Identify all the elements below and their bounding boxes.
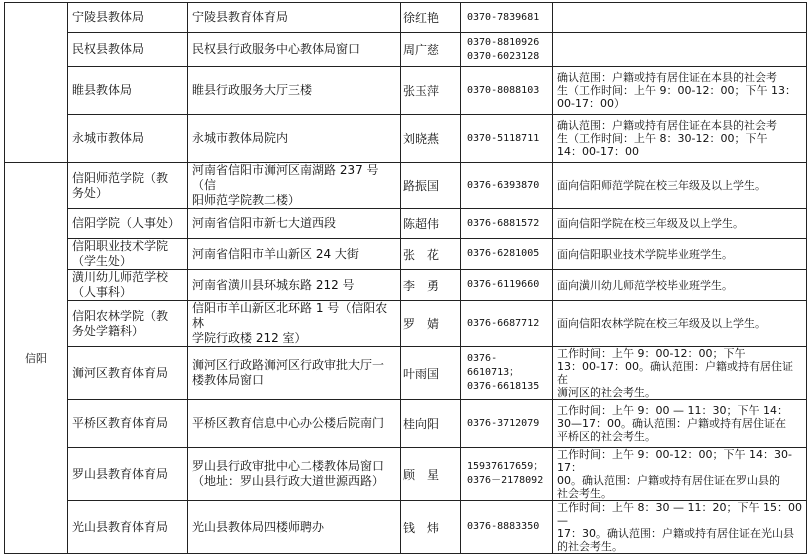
- cell-line: （地址：罗山县行政大道世源西路）: [192, 474, 385, 488]
- contact-person-cell: 李 勇: [401, 270, 461, 301]
- cell-line: 学院行政楼 212 室）: [192, 331, 307, 345]
- cell-line: 0370-6023128: [467, 50, 540, 62]
- office-name-cell: [68, 115, 188, 163]
- cell-line: 面向信阳职业技术学院毕业班学生。: [557, 247, 733, 261]
- note-cell: [553, 67, 807, 115]
- cell-line: 工作时间：上午 9：00-12：00；下午 14：30-17：: [557, 448, 792, 474]
- region-cell: 信阳: [5, 163, 68, 554]
- region-cell: [5, 3, 68, 163]
- contact-person-cell: 陈超伟: [401, 209, 461, 239]
- phone-cell: [461, 501, 553, 554]
- contact-person-cell: 周广慈: [401, 33, 461, 67]
- contact-person-cell: 路振国: [401, 163, 461, 209]
- note-cell: [553, 301, 807, 347]
- phone-cell: [461, 3, 553, 33]
- table-row: [5, 301, 807, 347]
- cell-line: （学生处）: [72, 254, 133, 268]
- office-name-cell: [68, 163, 188, 209]
- cell-line: 睢县教体局: [72, 83, 133, 97]
- table-row: [5, 448, 807, 501]
- phone-cell: [461, 115, 553, 163]
- address-cell: [188, 163, 401, 209]
- address-cell: [188, 3, 401, 33]
- note-cell: [553, 501, 807, 554]
- cell-line: 确认范围：户籍或持有居住证在本县的社会考: [557, 119, 777, 132]
- note-cell: [553, 239, 807, 270]
- office-name-cell: [68, 501, 188, 554]
- table-row: [5, 3, 807, 33]
- cell-line: 信阳农林学院（教: [72, 308, 169, 323]
- address-cell: [188, 209, 401, 239]
- cell-line: 平桥区教育信息中心办公楼后院南门: [192, 416, 385, 430]
- cell-line: 0370-8088103: [467, 84, 540, 96]
- office-name-cell: [68, 301, 188, 347]
- cell-line: 30—17：00。确认范围：户籍或持有居住证在: [557, 417, 786, 430]
- cell-line: 罗山县教育体育局: [72, 466, 169, 481]
- office-name-cell: [68, 400, 188, 448]
- cell-line: 浉河区行政路浉河区行政审批大厅一: [192, 358, 385, 372]
- contact-person-cell: 桂向阳: [401, 400, 461, 448]
- cell-line: 工作时间：上午 9：00 — 11：30；下午 14：: [557, 404, 788, 417]
- table-row: [5, 501, 807, 554]
- phone-cell: [461, 270, 553, 301]
- cell-line: 潢川幼儿师范学校: [72, 270, 169, 284]
- table-row: [5, 209, 807, 239]
- cell-line: 13：00-17：00。确认范围：户籍或持有居住证在: [557, 360, 793, 386]
- table-row: [5, 115, 807, 163]
- cell-line: 0376-6610713；: [467, 353, 520, 378]
- cell-line: 0370-8810926: [467, 36, 540, 48]
- cell-line: 河南省潢川县环城东路 212 号: [192, 277, 355, 292]
- cell-line: 永城市教体局院内: [192, 131, 289, 145]
- cell-line: 0376-3712079: [467, 417, 540, 429]
- cell-line: 民权县行政服务中心教体局窗口: [192, 42, 361, 56]
- address-cell: [188, 33, 401, 67]
- contact-person-cell: 钱 炜: [401, 501, 461, 554]
- cell-line: 14：00-17：00: [557, 145, 639, 158]
- note-cell: [553, 3, 807, 33]
- cell-line: 面向潢川幼儿师范学校毕业班学生。: [557, 278, 733, 292]
- cell-line: 罗山县行政审批中心二楼教体局窗口: [192, 459, 385, 473]
- address-cell: [188, 501, 401, 554]
- contact-person-cell: 徐红艳: [401, 3, 461, 33]
- cell-line: 务处学籍科）: [72, 323, 145, 338]
- cell-line: 0376-6687712: [467, 317, 540, 329]
- contact-person-cell: 张玉萍: [401, 67, 461, 115]
- table-row: [5, 33, 807, 67]
- cell-line: 面向信阳学院在校三年级及以上学生。: [557, 217, 744, 230]
- cell-line: 务处）: [72, 185, 109, 200]
- table-row: [5, 67, 807, 115]
- cell-line: 社会考生。: [557, 487, 612, 500]
- cell-line: 信阳职业技术学院: [72, 239, 169, 253]
- phone-cell: [461, 163, 553, 209]
- note-cell: [553, 347, 807, 400]
- cell-line: 面向信阳农林学院在校三年级及以上学生。: [557, 317, 766, 330]
- cell-line: 0370-5118711: [467, 132, 540, 144]
- cell-line: 00。确认范围：户籍或持有居住证在罗山县的: [557, 474, 780, 487]
- cell-line: 宁陵县教体局: [72, 10, 145, 24]
- contact-person-cell: 叶雨国: [401, 347, 461, 400]
- address-cell: [188, 448, 401, 501]
- contact-person-cell: 顾 星: [401, 448, 461, 501]
- phone-cell: [461, 400, 553, 448]
- note-cell: [553, 270, 807, 301]
- table-row: [5, 347, 807, 400]
- cell-line: 光山县教育体育局: [72, 519, 169, 534]
- cell-line: 光山县教体局四楼师聘办: [192, 519, 325, 534]
- cell-line: 阳师范学院教二楼）: [192, 193, 301, 207]
- office-name-cell: [68, 209, 188, 239]
- cell-line: 永城市教体局: [72, 131, 145, 145]
- contact-person-cell: 张 花: [401, 239, 461, 270]
- cell-line: 楼教体局窗口: [192, 373, 265, 387]
- office-name-cell: [68, 347, 188, 400]
- note-cell: [553, 163, 807, 209]
- phone-cell: [461, 209, 553, 239]
- office-name-cell: [68, 239, 188, 270]
- contact-person-cell: 罗 婧: [401, 301, 461, 347]
- note-cell: [553, 400, 807, 448]
- cell-line: 宁陵县教育体育局: [192, 10, 289, 24]
- cell-line: 0376-6393870: [467, 179, 540, 191]
- cell-line: 浉河区的社会考生。: [557, 386, 656, 399]
- table-body: [5, 3, 807, 554]
- note-cell: [553, 209, 807, 239]
- note-cell: [553, 115, 807, 163]
- table-row: [5, 270, 807, 301]
- cell-line: 睢县行政服务大厅三楼: [192, 83, 313, 97]
- office-name-cell: [68, 3, 188, 33]
- cell-line: 生（工作时间：上午 9：00-12：00；下午 13：: [557, 84, 796, 97]
- cell-line: 0370-7839681: [467, 11, 540, 23]
- cell-line: 河南省信阳市浉河区南湖路 237 号（信: [192, 163, 379, 192]
- cell-line: 河南省信阳市羊山新区 24 大街: [192, 246, 359, 261]
- note-cell: [553, 448, 807, 501]
- cell-line: 信阳学院（人事处）: [72, 216, 181, 230]
- table-row: [5, 239, 807, 270]
- cell-line: 面向信阳师范学院在校三年级及以上学生。: [557, 179, 766, 192]
- phone-cell: [461, 67, 553, 115]
- address-cell: [188, 115, 401, 163]
- cell-line: （人事科）: [72, 285, 133, 299]
- cell-line: 信阳师范学院（教: [72, 170, 169, 185]
- address-cell: [188, 400, 401, 448]
- phone-cell: [461, 448, 553, 501]
- cell-line: 0376-8883350: [467, 521, 540, 532]
- cell-line: 确认范围：户籍或持有居住证在本县的社会考: [557, 71, 777, 84]
- note-cell: [553, 33, 807, 67]
- cell-line: 河南省信阳市新七大道西段: [192, 216, 337, 230]
- cell-line: 平桥区的社会考生。: [557, 430, 656, 443]
- cell-line: 0376-6281005: [467, 248, 540, 259]
- cell-line: 民权县教体局: [72, 42, 145, 56]
- phone-cell: [461, 239, 553, 270]
- office-name-cell: [68, 67, 188, 115]
- cell-line: 15937617659；: [467, 461, 544, 472]
- cell-line: 17：30。确认范围：户籍或持有居住证在光山县: [557, 527, 794, 540]
- cell-line: 0376-6618135: [467, 381, 540, 392]
- cell-line: 的社会考生。: [557, 540, 623, 553]
- address-cell: [188, 239, 401, 270]
- phone-cell: [461, 301, 553, 347]
- cell-line: 00-17：00）: [557, 97, 625, 110]
- address-cell: [188, 270, 401, 301]
- contact-person-cell: 刘晓燕: [401, 115, 461, 163]
- phone-cell: [461, 33, 553, 67]
- cell-line: 生（工作时间：上午 8：30-12：00；下午: [557, 132, 768, 145]
- cell-line: 信阳市羊山新区北环路 1 号（信阳农林: [192, 301, 388, 330]
- registration-sites-table: [4, 2, 807, 554]
- cell-line: 平桥区教育体育局: [72, 416, 169, 430]
- address-cell: [188, 347, 401, 400]
- cell-line: 工作时间：上午 9：00-12：00；下午: [557, 347, 746, 360]
- office-name-cell: [68, 448, 188, 501]
- cell-line: 工作时间：上午 8：30 — 11：20；下午 15：00 —: [557, 501, 802, 527]
- cell-line: 0376-6881572: [467, 217, 540, 229]
- cell-line: 浉河区教育体育局: [72, 365, 169, 380]
- address-cell: [188, 301, 401, 347]
- office-name-cell: [68, 270, 188, 301]
- office-name-cell: [68, 33, 188, 67]
- address-cell: [188, 67, 401, 115]
- table-row: [5, 163, 807, 209]
- cell-line: 0376-6119660: [467, 279, 540, 290]
- cell-line: 0376－2178092: [467, 475, 544, 486]
- table-row: [5, 400, 807, 448]
- phone-cell: [461, 347, 553, 400]
